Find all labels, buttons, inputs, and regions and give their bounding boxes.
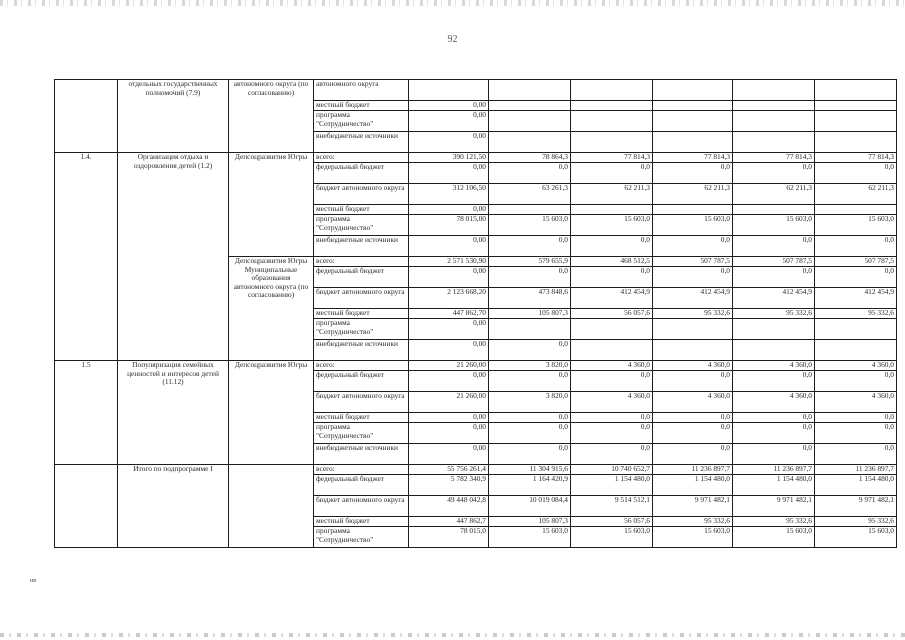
amount-cell [489,319,571,340]
amount-cell: 0,0 [571,371,653,392]
amount-cell: 77 814,3 [815,153,897,163]
amount-cell [653,80,733,101]
amount-cell [815,111,897,132]
amount-cell: 95 332,6 [653,517,733,527]
amount-cell: 0,0 [489,163,571,184]
amount-cell: 77 814,3 [653,153,733,163]
amount-cell [653,132,733,153]
amount-cell: 63 261,3 [489,184,571,205]
funding-source: программа "Сотрудничество" [314,319,409,340]
amount-cell [571,205,653,215]
amount-cell [571,319,653,340]
amount-cell: 0,00 [409,423,489,444]
funding-source: федеральный бюджет [314,267,409,288]
amount-cell: 56 057,6 [571,517,653,527]
amount-cell: 1 154 480,0 [815,475,897,496]
amount-cell: 0,0 [815,423,897,444]
amount-cell: 0,0 [653,413,733,423]
amount-cell: 4 360,0 [733,361,815,371]
amount-cell: 9 971 482,1 [733,496,815,517]
amount-cell: 0,00 [409,267,489,288]
amount-cell: 9 514 512,1 [571,496,653,517]
amount-cell: 1 164 420,9 [489,475,571,496]
amount-cell [571,80,653,101]
amount-cell: 0,0 [653,236,733,257]
funding-source: всего: [314,361,409,371]
amount-cell: 0,0 [653,163,733,184]
amount-cell [815,101,897,111]
amount-cell: 0,0 [489,413,571,423]
amount-cell: 0,0 [733,267,815,288]
amount-cell: 4 360,0 [653,392,733,413]
amount-cell: 78 015,00 [409,215,489,236]
amount-cell: 0,0 [489,423,571,444]
amount-cell [733,111,815,132]
amount-cell: 0,00 [409,371,489,392]
amount-cell: 447 862,70 [409,309,489,319]
amount-cell: 0,0 [489,236,571,257]
funding-source: всего: [314,153,409,163]
table-row [55,361,897,371]
amount-cell: 11 236 897,7 [815,465,897,475]
amount-cell [489,101,571,111]
funding-source: внебюджетные источники [314,236,409,257]
funding-source: внебюджетные источники [314,340,409,361]
amount-cell [733,340,815,361]
amount-cell: 390 121,50 [409,153,489,163]
amount-cell: 105 807,3 [489,309,571,319]
amount-cell: 55 756 261,4 [409,465,489,475]
funding-source: внебюджетные источники [314,444,409,465]
amount-cell: 62 211,3 [571,184,653,205]
amount-cell: 0,0 [733,236,815,257]
amount-cell: 0,00 [409,163,489,184]
amount-cell [489,111,571,132]
amount-cell: 15 603,0 [489,527,571,548]
amount-cell: 3 820,0 [489,361,571,371]
amount-cell: 507 787,5 [733,257,815,267]
amount-cell: 15 603,0 [571,527,653,548]
amount-cell [815,319,897,340]
amount-cell: 3 820,0 [489,392,571,413]
amount-cell: 0,0 [815,236,897,257]
amount-cell [733,205,815,215]
amount-cell: 77 814,3 [571,153,653,163]
amount-cell: 0,00 [409,101,489,111]
amount-cell: 0,0 [653,423,733,444]
amount-cell: 0,0 [571,444,653,465]
amount-cell [489,80,571,101]
amount-cell: 0,0 [733,444,815,465]
funding-source: всего: [314,257,409,267]
amount-cell: 312 106,50 [409,184,489,205]
amount-cell [815,205,897,215]
amount-cell [733,80,815,101]
amount-cell: 0,00 [409,236,489,257]
amount-cell: 10 019 084,4 [489,496,571,517]
amount-cell: 0,00 [409,413,489,423]
amount-cell [653,319,733,340]
amount-cell [653,205,733,215]
amount-cell: 0,0 [571,163,653,184]
amount-cell: 15 603,0 [653,527,733,548]
amount-cell: 0,00 [409,111,489,132]
amount-cell: 0,0 [815,371,897,392]
amount-cell: 0,0 [653,371,733,392]
amount-cell: 15 603,0 [733,215,815,236]
amount-cell: 0,0 [815,444,897,465]
amount-cell [733,319,815,340]
amount-cell: 0,0 [733,371,815,392]
amount-cell: 0,00 [409,205,489,215]
amount-cell: 105 807,3 [489,517,571,527]
funding-source: местный бюджет [314,205,409,215]
funding-source: программа "Сотрудничество" [314,423,409,444]
amount-cell: 77 814,3 [733,153,815,163]
amount-cell: 468 512,5 [571,257,653,267]
amount-cell: 62 211,3 [815,184,897,205]
amount-cell: 15 603,0 [653,215,733,236]
item-name: Итого по подпрограмме I [118,465,229,548]
amount-cell: 4 360,0 [815,361,897,371]
amount-cell: 0,00 [409,132,489,153]
amount-cell: 447 862,7 [409,517,489,527]
amount-cell [653,340,733,361]
amount-cell [815,80,897,101]
amount-cell [409,80,489,101]
executor: автономного округа (по согласованию) [229,80,314,153]
item-number: 1.4. [55,153,118,361]
amount-cell: 78 864,3 [489,153,571,163]
amount-cell: 95 332,6 [815,309,897,319]
funding-source: всего: [314,465,409,475]
item-number [55,465,118,548]
funding-source: федеральный бюджет [314,371,409,392]
amount-cell: 579 655,9 [489,257,571,267]
amount-cell: 21 260,00 [409,392,489,413]
amount-cell [733,101,815,111]
footer-mark: нв [30,578,37,584]
table-row [55,80,897,101]
amount-cell: 1 154 480,0 [653,475,733,496]
funding-source: бюджет автономного округа [314,184,409,205]
item-name: отдельных государственных полномочий (7.9) [118,80,229,153]
page-number: 92 [447,34,458,45]
amount-cell: 95 332,6 [733,309,815,319]
amount-cell: 11 236 897,7 [653,465,733,475]
amount-cell: 21 260,00 [409,361,489,371]
funding-source: местный бюджет [314,517,409,527]
amount-cell: 11 236 897,7 [733,465,815,475]
amount-cell: 0,0 [571,413,653,423]
amount-cell [653,111,733,132]
amount-cell: 95 332,6 [815,517,897,527]
funding-source: федеральный бюджет [314,163,409,184]
amount-cell: 0,00 [409,319,489,340]
amount-cell: 1 154 480,0 [571,475,653,496]
amount-cell: 78 015,0 [409,527,489,548]
amount-cell: 0,0 [489,371,571,392]
amount-cell [815,132,897,153]
amount-cell: 95 332,6 [733,517,815,527]
amount-cell: 0,0 [815,163,897,184]
budget-table [54,79,897,548]
amount-cell: 62 211,3 [653,184,733,205]
amount-cell: 15 603,0 [571,215,653,236]
amount-cell: 0,0 [571,267,653,288]
item-name: Организация отдыха и оздоровления детей (1.2) [118,153,229,361]
table-row [55,153,897,163]
executor [229,465,314,548]
amount-cell: 62 211,3 [733,184,815,205]
amount-cell: 4 360,0 [815,392,897,413]
amount-cell: 2 123 668,20 [409,288,489,309]
amount-cell: 4 360,0 [653,361,733,371]
amount-cell: 0,0 [733,413,815,423]
amount-cell: 0,0 [571,236,653,257]
item-number: 1.5 [55,361,118,465]
amount-cell [571,340,653,361]
amount-cell: 1 154 480,0 [733,475,815,496]
amount-cell [571,132,653,153]
amount-cell: 0,0 [733,163,815,184]
amount-cell: 15 603,0 [815,215,897,236]
amount-cell: 0,0 [733,423,815,444]
scan-edge-top [0,0,905,6]
amount-cell [489,132,571,153]
amount-cell: 10 740 652,7 [571,465,653,475]
funding-source: местный бюджет [314,413,409,423]
scan-edge-bottom [0,633,905,637]
funding-source: автономного округа [314,80,409,101]
table-body [55,80,897,548]
amount-cell: 473 848,6 [489,288,571,309]
funding-source: бюджет автономного округа [314,392,409,413]
amount-cell: 0,00 [409,340,489,361]
amount-cell: 0,0 [815,413,897,423]
funding-source: местный бюджет [314,101,409,111]
amount-cell [653,101,733,111]
executor: Депсоцразвития Югры [229,361,314,465]
amount-cell: 56 057,6 [571,309,653,319]
amount-cell: 15 603,0 [733,527,815,548]
amount-cell: 15 603,0 [489,215,571,236]
table-row [55,465,897,475]
amount-cell: 0,0 [489,444,571,465]
amount-cell: 507 787,5 [815,257,897,267]
amount-cell: 412 454,9 [571,288,653,309]
amount-cell: 0,0 [815,267,897,288]
amount-cell: 2 571 530,90 [409,257,489,267]
amount-cell: 0,0 [653,267,733,288]
amount-cell [571,111,653,132]
amount-cell: 11 304 915,6 [489,465,571,475]
amount-cell: 9 971 482,1 [653,496,733,517]
funding-source: программа "Сотрудничество" [314,527,409,548]
amount-cell: 4 360,0 [571,361,653,371]
funding-source: бюджет автономного округа [314,288,409,309]
amount-cell: 0,0 [571,423,653,444]
amount-cell: 9 971 482,1 [815,496,897,517]
funding-source: бюджет автономного округа [314,496,409,517]
amount-cell: 4 360,0 [733,392,815,413]
amount-cell: 0,00 [409,444,489,465]
amount-cell: 95 332,6 [653,309,733,319]
amount-cell: 412 454,9 [815,288,897,309]
amount-cell: 412 454,9 [653,288,733,309]
amount-cell: 507 787,5 [653,257,733,267]
funding-source: программа "Сотрудничество" [314,111,409,132]
amount-cell: 5 782 340,9 [409,475,489,496]
amount-cell: 412 454,9 [733,288,815,309]
item-name: Популяризация семейных ценностей и интересов детей (11.12) [118,361,229,465]
amount-cell [571,101,653,111]
funding-source: местный бюджет [314,309,409,319]
funding-source: программа "Сотрудничество" [314,215,409,236]
amount-cell [489,205,571,215]
funding-source: внебюджетные источники [314,132,409,153]
amount-cell: 15 603,0 [815,527,897,548]
amount-cell: 4 360,0 [571,392,653,413]
amount-cell: 0,0 [653,444,733,465]
amount-cell [815,340,897,361]
funding-source: федеральный бюджет [314,475,409,496]
executor: Депсоцразвития Югры Муниципальные образования автономного округа (по согласованию) [229,257,314,361]
amount-cell: 0,0 [489,340,571,361]
executor: Депсоцразвития Югры [229,153,314,257]
amount-cell: 0,0 [489,267,571,288]
item-number [55,80,118,153]
amount-cell [733,132,815,153]
amount-cell: 49 448 042,8 [409,496,489,517]
